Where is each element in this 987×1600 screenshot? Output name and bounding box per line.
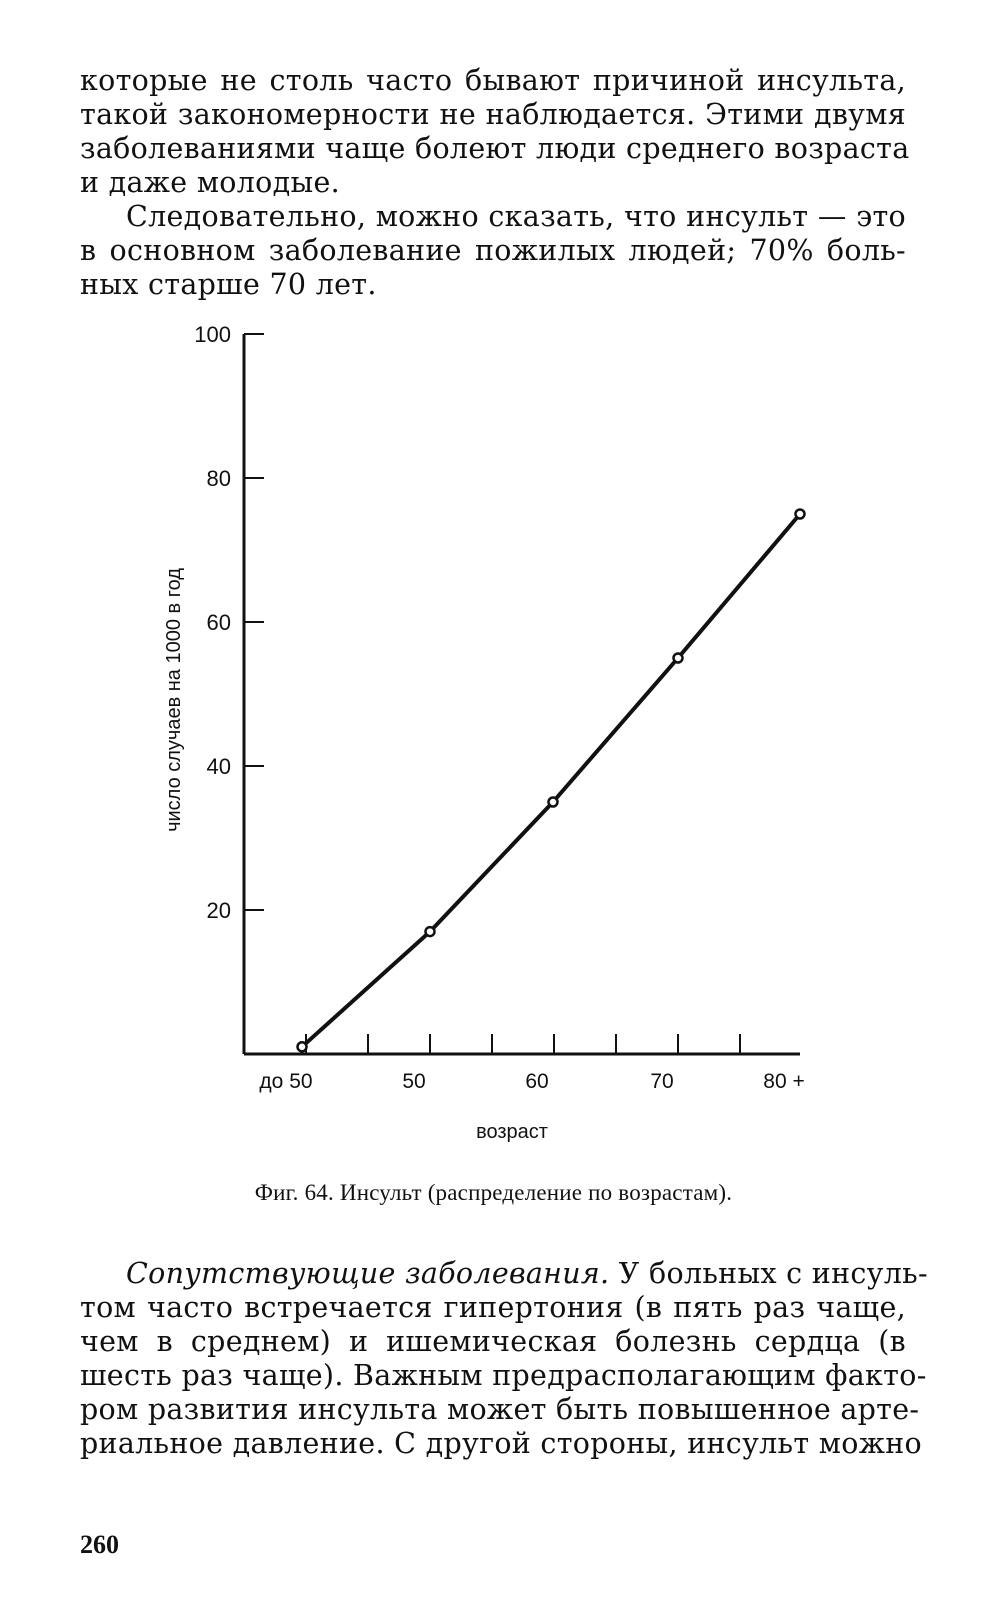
text-line: чем в среднем) и ишемическая болезнь сердца (в [80, 1325, 906, 1358]
x-axis-ticks [259, 1034, 804, 1093]
text-line: которые не столь часто бывают причиной инсульта, [80, 64, 906, 97]
text-line: шесть раз чаще). Важным предрасполагающим факто- [80, 1359, 927, 1392]
chart-axes [244, 334, 800, 1054]
x-tick-label: 70 [650, 1070, 674, 1093]
data-point [796, 510, 805, 519]
data-point [426, 927, 435, 936]
data-point [549, 798, 558, 807]
x-axis-label: возраст [476, 1121, 548, 1143]
y-tick-label: 20 [206, 898, 231, 923]
y-tick-label: 60 [206, 610, 231, 635]
x-tick-label: 50 [402, 1070, 426, 1093]
text-line [80, 1257, 928, 1291]
y-axis-ticks [194, 322, 264, 923]
text-line: такой закономерности не наблюдается. Этими двумя [80, 98, 906, 131]
paragraph-conclusion [80, 200, 906, 302]
text-run: У больных с инсуль- [609, 1257, 928, 1290]
text-line: ных старше 70 лет. [80, 268, 377, 301]
data-point [674, 654, 683, 663]
text-line: и даже молодые. [80, 166, 340, 199]
figure-caption: Фиг. 64. Инсульт (распределение по возрастам). [254, 1180, 733, 1205]
y-axis-label: число случаев на 1000 в год [163, 568, 185, 832]
text-line: ром развития инсульта может быть повышенное арте- [80, 1393, 920, 1426]
x-tick-label: 80 + [763, 1070, 805, 1093]
x-tick-label: до 50 [259, 1070, 313, 1093]
text-line: том часто встречается гипертония (в пять раз чаще, [80, 1291, 906, 1324]
y-tick-label: 40 [206, 754, 231, 779]
data-series [298, 510, 805, 1052]
y-tick-label: 80 [206, 466, 231, 491]
y-tick-label: 100 [194, 322, 231, 347]
text-line: Следовательно, можно сказать, что инсульт — это [126, 200, 906, 233]
text-line: в основном заболевание пожилых людей; 70% боль- [80, 234, 906, 267]
text-line: риальное давление. С другой стороны, инсульт можно [80, 1427, 922, 1460]
series-line [302, 514, 800, 1047]
section-lead-italic: Сопутствующие заболевания. [126, 1257, 610, 1290]
paragraph-comorbidities [80, 1257, 928, 1461]
text-line: заболеваниями чаще болеют люди среднего возраста [80, 132, 910, 165]
paragraph-top-continued [80, 64, 910, 200]
x-tick-label: 60 [525, 1070, 549, 1093]
data-point [298, 1042, 307, 1051]
page-number: 260 [80, 1530, 119, 1559]
